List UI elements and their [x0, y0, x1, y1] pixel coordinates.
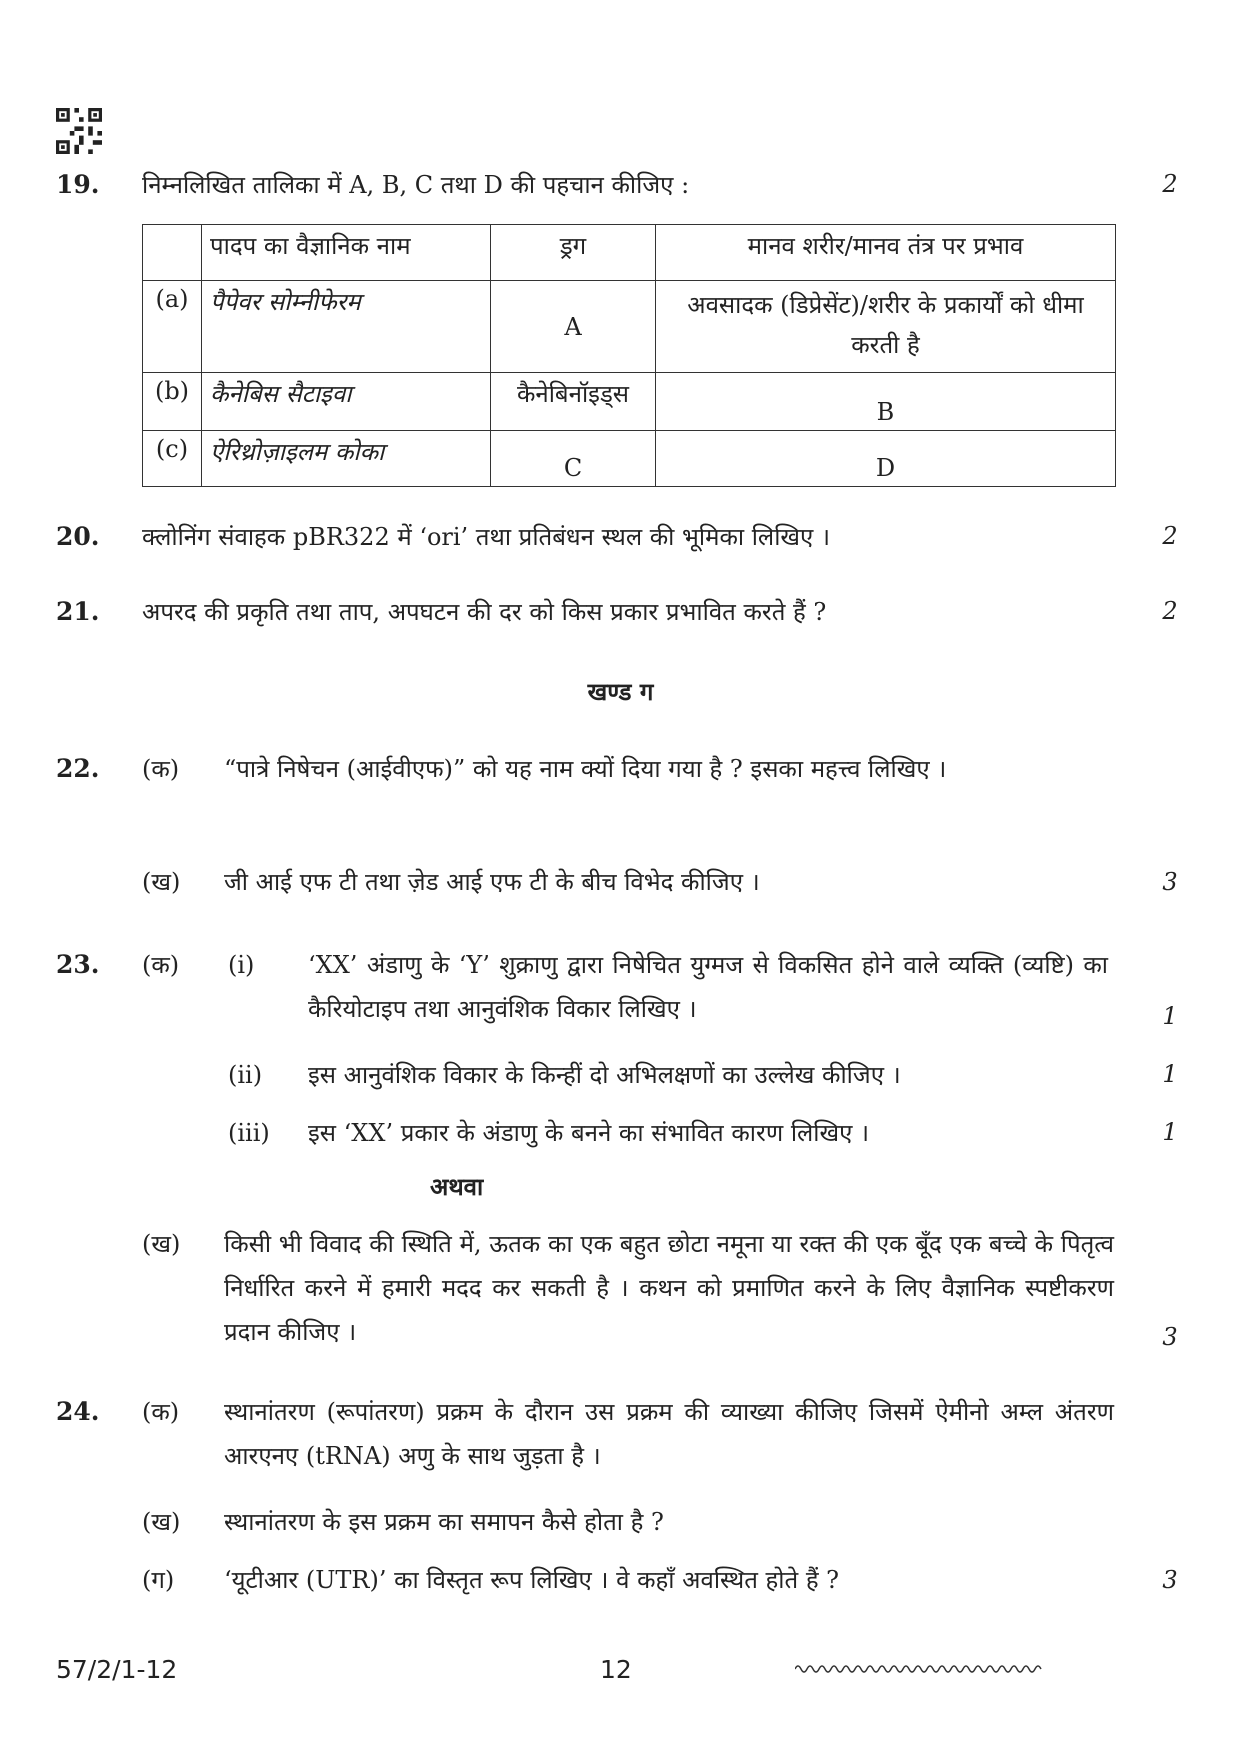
- marks: 3: [1162, 1566, 1178, 1594]
- effect: अवसादक (डिप्रेसेंट)/शरीर के प्रकार्यों को धीमा करती है: [656, 281, 1116, 373]
- subpart-text: ‘यूटीआर (UTR)’ का विस्तृत रूप लिखिए । वे कहाँ अवस्थित होते हैं ?: [224, 1566, 840, 1594]
- plant-name: पैपेवर सोम्नीफेरम: [202, 281, 491, 373]
- item-label: (iii): [228, 1119, 270, 1147]
- subpart-label: (क): [142, 755, 180, 783]
- drug: A: [491, 281, 656, 373]
- row-label: (b): [143, 373, 202, 431]
- effect: B: [656, 373, 1116, 431]
- marks: 3: [1162, 1323, 1178, 1351]
- wavy-line-icon: [795, 1662, 1045, 1676]
- effect: D: [656, 431, 1116, 487]
- subpart-text: “पात्रे निषेचन (आईवीएफ)” को यह नाम क्यों दिया गया है ? इसका महत्त्व लिखिए ।: [224, 755, 947, 783]
- paper-code: 57/2/1-12: [56, 1655, 178, 1684]
- table-row: [143, 431, 1116, 487]
- table-header-cell: पादप का वैज्ञानिक नाम: [202, 225, 491, 281]
- question-text: निम्नलिखित तालिका में A, B, C तथा D की पहचान कीजिए :: [142, 171, 690, 199]
- subpart-text: जी आई एफ टी तथा ज़ेड आई एफ टी के बीच विभेद कीजिए ।: [224, 868, 760, 896]
- marks: 2: [1162, 170, 1178, 198]
- row-label: (a): [143, 281, 202, 373]
- subpart-label: (ख): [142, 868, 181, 896]
- or-label: अथवा: [430, 1172, 484, 1201]
- question-number: 23.: [56, 950, 100, 979]
- subpart-label: (ख): [142, 1508, 181, 1536]
- drug: C: [491, 431, 656, 487]
- drug: कैनेबिनॉइड्स: [491, 373, 656, 431]
- qr-code-icon: [56, 108, 102, 154]
- item-text: ‘XX’ अंडाणु के ‘Y’ शुक्राणु द्वारा निषेचित युग्मज से विकसित होने वाले व्यक्ति (व्यष्टि) का कैरियोटाइप तथा आनुवंशिक विकार लिखिए ।: [308, 951, 1108, 1023]
- question-text: क्लोनिंग संवाहक pBR322 में ‘ori’ तथा प्रतिबंधन स्थल की भूमिका लिखिए ।: [142, 523, 831, 551]
- row-label: (c): [143, 431, 202, 487]
- question-text: अपरद की प्रकृति तथा ताप, अपघटन की दर को किस प्रकार प्रभावित करते हैं ?: [142, 598, 827, 626]
- item-label: (i): [228, 951, 255, 979]
- marks: 3: [1162, 868, 1178, 896]
- subpart-label: (ग): [142, 1566, 175, 1594]
- subpart-label: (क): [142, 951, 180, 979]
- question-number: 24.: [56, 1397, 100, 1426]
- item-label: (ii): [228, 1061, 263, 1089]
- subpart-text: स्थानांतरण (रूपांतरण) प्रक्रम के दौरान उस प्रक्रम की व्याख्या कीजिए जिसमें ऐमीनो अम्ल अंतरण आरएनए (tRNA) अणु के साथ जुड़ता है ।: [224, 1398, 1114, 1470]
- marks: 2: [1162, 522, 1178, 550]
- table-row: [143, 373, 1116, 431]
- plant-name: कैनेबिस सैटाइवा: [202, 373, 491, 431]
- table-row: [143, 281, 1116, 373]
- marks: 1: [1162, 1002, 1178, 1030]
- page-number: 12: [600, 1655, 632, 1684]
- marks: 2: [1162, 597, 1178, 625]
- item-text: इस ‘XX’ प्रकार के अंडाणु के बनने का संभावित कारण लिखिए ।: [308, 1119, 870, 1147]
- identification-table: [142, 224, 1116, 487]
- question-number: 19.: [56, 170, 100, 199]
- section-heading: खण्ड ग: [587, 677, 654, 706]
- marks: 1: [1162, 1118, 1178, 1146]
- subpart-label: (क): [142, 1398, 180, 1426]
- marks: 1: [1162, 1060, 1178, 1088]
- question-number: 22.: [56, 754, 100, 783]
- table-header-row: [143, 225, 1116, 281]
- plant-name: ऐरिथ्रोज़ाइलम कोका: [202, 431, 491, 487]
- subpart-text: स्थानांतरण के इस प्रक्रम का समापन कैसे होता है ?: [224, 1508, 664, 1536]
- table-header-cell: मानव शरीर/मानव तंत्र पर प्रभाव: [656, 225, 1116, 281]
- subpart-label: (ख): [142, 1230, 181, 1258]
- subpart-text: किसी भी विवाद की स्थिति में, ऊतक का एक बहुत छोटा नमूना या रक्त की एक बूँद एक बच्चे के पितृत्व निर्धारित करने में हमारी मदद कर सकती है । कथन को प्रमाणित करने के लिए वैज्ञानिक स्पष्टीकरण प्रदान कीजिए ।: [224, 1230, 1114, 1346]
- question-number: 20.: [56, 522, 100, 551]
- table-header-cell: [143, 225, 202, 281]
- table-header-cell: ड्रग: [491, 225, 656, 281]
- question-number: 21.: [56, 597, 100, 626]
- item-text: इस आनुवंशिक विकार के किन्हीं दो अभिलक्षणों का उल्लेख कीजिए ।: [308, 1061, 901, 1089]
